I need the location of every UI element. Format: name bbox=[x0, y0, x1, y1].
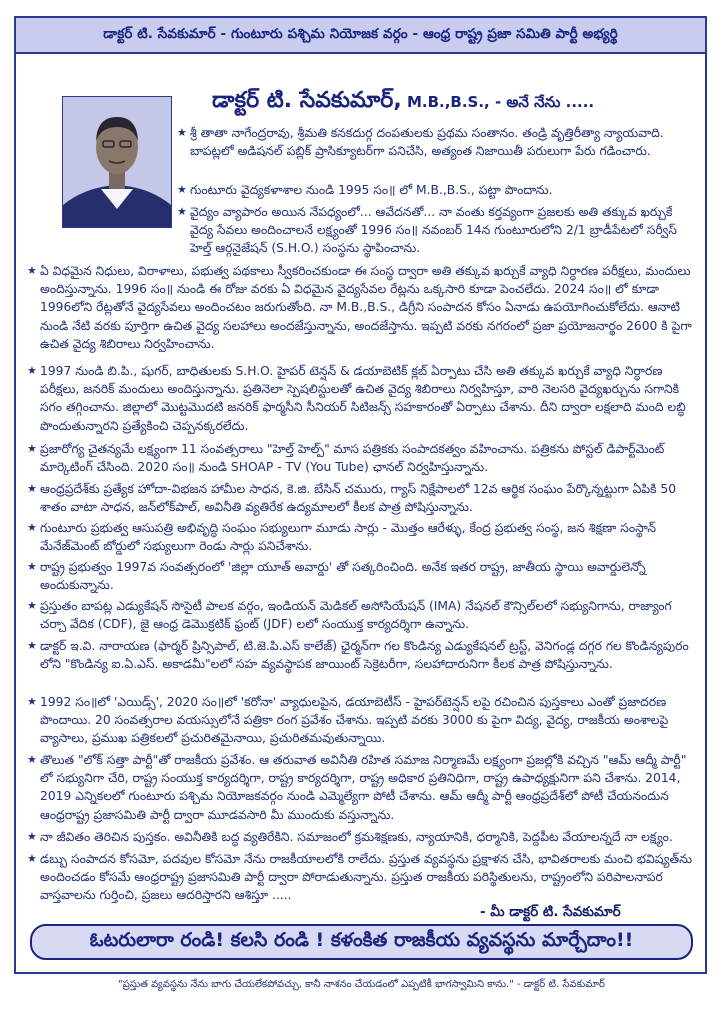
star-bullet-icon: ★ bbox=[27, 364, 37, 377]
star-bullet-icon: ★ bbox=[27, 830, 37, 843]
top-banner: డాక్టర్ టి. సేవకుమార్ - గుంటూరు పశ్చిమ నియోజక వర్గం - ఆంధ్ర రాష్ట్ర ప్రజా సమితి పార్టీ అభ్యర్థి bbox=[16, 18, 705, 54]
list-item: ★ ప్రజారోగ్య చైతన్యమే లక్ష్యంగా 11 సంవత్సరాలు "హెల్త్ హెల్ప్" మాస పత్రికకు సంపాదకత్వం వహించాను. పత్రికను పోస్టల్ డిపార్ట్‌మెంట్ మార్కెటింగ్ చేసింది. 2020 సం॥ నుండి SHOAP - TV (You Tube) ఛానల్ నిర్వహిస్తున్నాను. bbox=[27, 442, 665, 475]
star-bullet-icon: ★ bbox=[27, 852, 37, 865]
heading-suffix: - అనే నేను ..... bbox=[494, 93, 595, 111]
star-bullet-icon: ★ bbox=[27, 264, 37, 277]
star-bullet-icon: ★ bbox=[27, 521, 37, 534]
heading-name: డాక్టర్ టి. సేవకుమార్, bbox=[212, 88, 402, 113]
footer-quote: "ప్రస్తుత వ్యవస్థను నేను బాగు చేయలేకపోవచ్చు, కానీ నాశనం చేయడంలో ఎప్పటికీ భాగస్వామిని కాను." - డాక్టర్ టి. సేవకుమార్ bbox=[117, 979, 605, 990]
star-bullet-icon: ★ bbox=[177, 205, 187, 218]
list-item: ★ 1992 సం॥లో 'ఎయిడ్స్', 2020 సం॥లో 'కరోనా' వ్యాధులపైన, డయాబెటీస్ - హైపర్‌టెన్షన్ లపై రచించిన పుస్తకాలు ఎంతో ప్రజాదరణ పొందాయి. 20 సంవత్సరాల వయస్సులోనే పత్రికా రంగ ప్రవేశం చేశాను. ఇప్పటి వరకు 3000 కు పైగా విద్య, వైద్య, రాజకీయ అంశాలపై వ్యాసాలు, ప్రముఖ పత్రికలలో ప్రచురితమైనాయి, ప్రచురితమవుతున్నాయి. bbox=[27, 695, 669, 746]
star-bullet-icon: ★ bbox=[27, 639, 37, 652]
candidate-photo bbox=[62, 96, 172, 228]
list-item: ★ డబ్బు సంపాదన కోసమో, పదవుల కోసమో నేను రాజకీయాలలోకి రాలేదు. ప్రస్తుత వ్యవస్థను ప్రక్షాళన చేసి, భావితరాలకు మంచి భవిష్యత్‌ను అందించడం కోసమే ఆంధ్రరాష్ట్ర ప్రజాసమితి పార్టీ ద్వారా పోరాడుతున్నాను. ప్రస్తుత రాజకీయ పరిస్థితులను, రాష్ట్రంలోని పరిపాలనాపర వాస్తవాలను గుర్తించి, ప్రజలు ఆదరిస్తారని ఆశిస్తూ ..... bbox=[27, 852, 692, 903]
list-item: ★ ఆంధ్రప్రదేశ్‌కు ప్రత్యేక హోదా-విభజన హామీల సాధన, కె.జి. బేసిన్ చమురు, గ్యాస్ నిక్షేపాలలో 12వ ఆర్థిక సంఘం పేర్కొన్నట్టుగా ఏపికి 50 శాతం వాటా సాధన, జన్‌లోక్‌పాల్, అవినీతి వ్యతిరేక ఉద్యమాలలో కీలక పాత్ర పోషిస్తున్నాను. bbox=[27, 482, 677, 515]
page-heading bbox=[212, 88, 702, 122]
star-bullet-icon: ★ bbox=[27, 599, 37, 612]
list-item: ★ శ్రీ తాతా నాగేంద్రరావు, శ్రీమతి కనకదుర్గ దంపతులకు ప్రథమ సంతానం. తండ్రి వృత్తిరీత్యా న్యాయవాది. బాపట్లలో అడిషనల్ పబ్లిక్ ప్రాసిక్యూటర్‌గా పనిచేసి, అత్యంత నిజాయితీ పరులుగా పేరు గడించారు. bbox=[177, 126, 664, 159]
person-portrait-icon bbox=[63, 97, 171, 227]
slogan-banner: ఓటరులారా రండి! కలసి రండి ! కళంకిత రాజకీయ వ్యవస్థను మార్చేదాం!! bbox=[30, 924, 693, 960]
list-item: ★ 1997 నుండి బి.పి., షుగర్, బాధితులకు S.H.O. హైపర్ టెన్షన్ & డయాబెటిక్ క్లబ్ ఏర్పాటు చేసి అతి తక్కువ ఖర్చుకే వ్యాధి నిర్ధారణ పరీక్షలు, జనరిక్ మందులు అందిస్తున్నాను. ప్రతినెలా స్పెషలిస్టులతో ఉచిత వైద్య శిబిరాలు నిర్వహిస్తూ, వారి నెలసరి వైద్యఖర్చును సగానికి సగం తగ్గించాను. జిల్లాలో మొట్టమొదటి జనరిక్ ఫార్మసీని సీనియర్ సిటిజన్స్ సహకారంతో ఏర్పాటు చేశాను. దీని ద్వారా లక్షలాది మంది లబ్ధి పొందుతున్నారని ప్రత్యేకించి చెప్పనక్కరలేదు. bbox=[27, 364, 686, 433]
star-bullet-icon: ★ bbox=[27, 695, 37, 708]
signature: - మీ డాక్టర్ టి. సేవకుమార్ bbox=[480, 904, 621, 920]
list-item: ★ తొలుత "లోక్ సత్తా పార్టీ"తో రాజకీయ ప్రవేశం. ఆ తరువాత అవినీతి రహిత సమాజ నిర్మాణమే లక్ష్యంగా ప్రజల్లోకి వచ్చిన "ఆమ్ ఆద్మీ పార్టీ" లో సభ్యునిగా చేరి, రాష్ట్ర సంయుక్త కార్యదర్శిగా, రాష్ట్ర కార్యదర్శిగా, రాష్ట్ర అధికార ప్రతినిధిగా, రాష్ట్ర ఉపాధ్యక్షునిగా పని చేశాను. 2014, 2019 ఎన్నికలలో గుంటూరు పశ్చిమ నియోజకవర్గం నుండి ఎమ్మెల్యేగా పోటీ చేశాను. ఆమ్ ఆద్మీ పార్టీ ఆంధ్రప్రదేశ్‌లో పోటీ చేయనందున ఆంధ్రరాష్ట్ర ప్రజాసమితి పార్టీ ద్వారా మూడవసారి మీ ముందుకు వస్తున్నాను. bbox=[27, 753, 687, 822]
list-item: ★ డాక్టర్ ఇ.వి. నారాయణ (ఫార్మర్ ప్రిన్సిపాల్, టి.జె.పి.ఎస్ కాలేజ్) ఛైర్మన్‌గా గల కొండిన్య ఎడ్యుకేషనల్ ట్రస్ట్, వెనిగండ్ల దగ్గర గల కొండిన్యపురం లోని "కొండిన్య ఐ.ఏ.ఎస్. అకాడమీ"లలో సహ వ్యవస్థాపక జాయింట్ సెక్రెటరీగా, సలహాదారునిగా కీలక పాత్ర పోషిస్తున్నాను. bbox=[27, 639, 689, 672]
list-item: ★ గుంటూరు వైద్యకళాశాల నుండి 1995 సం॥ లో M.B.,B.S., పట్టా పొందాను. bbox=[190, 181, 698, 199]
star-bullet-icon: ★ bbox=[177, 126, 187, 139]
star-bullet-icon: ★ bbox=[27, 442, 37, 455]
list-item: ★ ప్రస్తుతం బాపట్ల ఎడ్యుకేషన్ సొసైటీ పాలక వర్గం, ఇండియన్ మెడికల్ అసోసియేషన్ (IMA) నేషనల్ కౌన్సిల్‌లలో సభ్యునిగాను, రాజ్యాంగ చర్చా వేదిక (CDF), జై ఆంధ్ర డెమొక్రటిక్ ఫ్రంట్ (JDF) లలో సంయుక్త కార్యదర్శిగా ఉన్నాను. bbox=[27, 599, 672, 632]
star-bullet-icon: ★ bbox=[27, 482, 37, 495]
heading-degree: M.B.,B.S., bbox=[401, 93, 495, 111]
star-bullet-icon: ★ bbox=[27, 560, 37, 573]
list-item: ★ రాష్ట్ర ప్రభుత్వం 1997వ సంవత్సరంలో 'జిల్లా యూత్ అవార్డు' తో సత్కరించింది. అనేక ఇతర రాష్ట్ర, జాతీయ స్థాయి అవార్డులెన్నో అందుకున్నాను. bbox=[27, 560, 646, 593]
star-bullet-icon: ★ bbox=[27, 753, 37, 766]
list-item: ★ ఏ విధమైన నిధులు, విరాళాలు, పభుత్వ పథకాలు స్వీకరించకుండా ఈ సంస్థ ద్వారా అతి తక్కువ ఖర్చుకే వ్యాధి నిర్ధారణ పరీక్షలు, మందులు అందిస్తున్నాను. 1996 సం॥ నుండి ఈ రోజు వరకు ఏ విధమైన వైద్యసేవల రేట్లను ఒక్కసారి కూడా పెంచలేదు. 2024 సం॥ లో కూడా 1996లోని రేట్లతోనే వైద్యసేవలు అందించటం జరుగుతోంది. నా M.B.,B.S., డిగ్రీని సంపాదన కోసం ఏనాడు ఉపయోగించుకోలేదు. ఆనాటి నుండి నేటి వరకు పూర్తిగా ఉచిత వైద్య సలహాలు అందజేస్తున్నాను, అందజేస్తాను. ఇప్పటి వరకు నగరంలో ప్రజా ప్రయోజనార్థం 2600 కి పైగా ఉచిత వైద్య శిబిరాలు నిర్వహించాను. bbox=[27, 264, 692, 351]
list-item: ★ నా జీవితం తెరిచిన పుస్తకం. అవినీతికి బద్ధ వ్యతిరేకిని. సమాజంలో క్రమశిక్షణకు, న్యాయానికి, ధర్మానికి, పెద్దపీట వేయాలన్నదే నా లక్ష్యం. bbox=[40, 828, 700, 846]
list-item: ★ గుంటూరు ప్రభుత్వ ఆసుపత్రి అభివృద్ధి సంఘం సభ్యులుగా మూడు సార్లు - మొత్తం ఆరేళ్ళు, కేంద్ర ప్రభుత్వ సంస్థ, జన శిక్షణా సంస్థాన్ మేనేజ్‌మెంట్ బోర్డులో సభ్యులుగా రెండు సార్లు పనిచేశాను. bbox=[27, 521, 656, 554]
star-bullet-icon: ★ bbox=[177, 183, 187, 196]
list-item: ★ వైద్యం వ్యాపారం అయిన నేపధ్యంలో... ఆవేదనతో... నా వంతు కర్తవ్యంగా ప్రజలకు అతి తక్కువ ఖర్చుకే వైద్య సేవలు అందించాలనే లక్ష్యంతో 1996 సం॥ నవంబర్ 14న గుంటూరులోని 2/1 బ్రాడీపేటలో సర్వీస్ హెల్త్ ఆర్గనైజేషన్ (S.H.O.) సంస్థను స్థాపించాను. bbox=[177, 205, 677, 256]
